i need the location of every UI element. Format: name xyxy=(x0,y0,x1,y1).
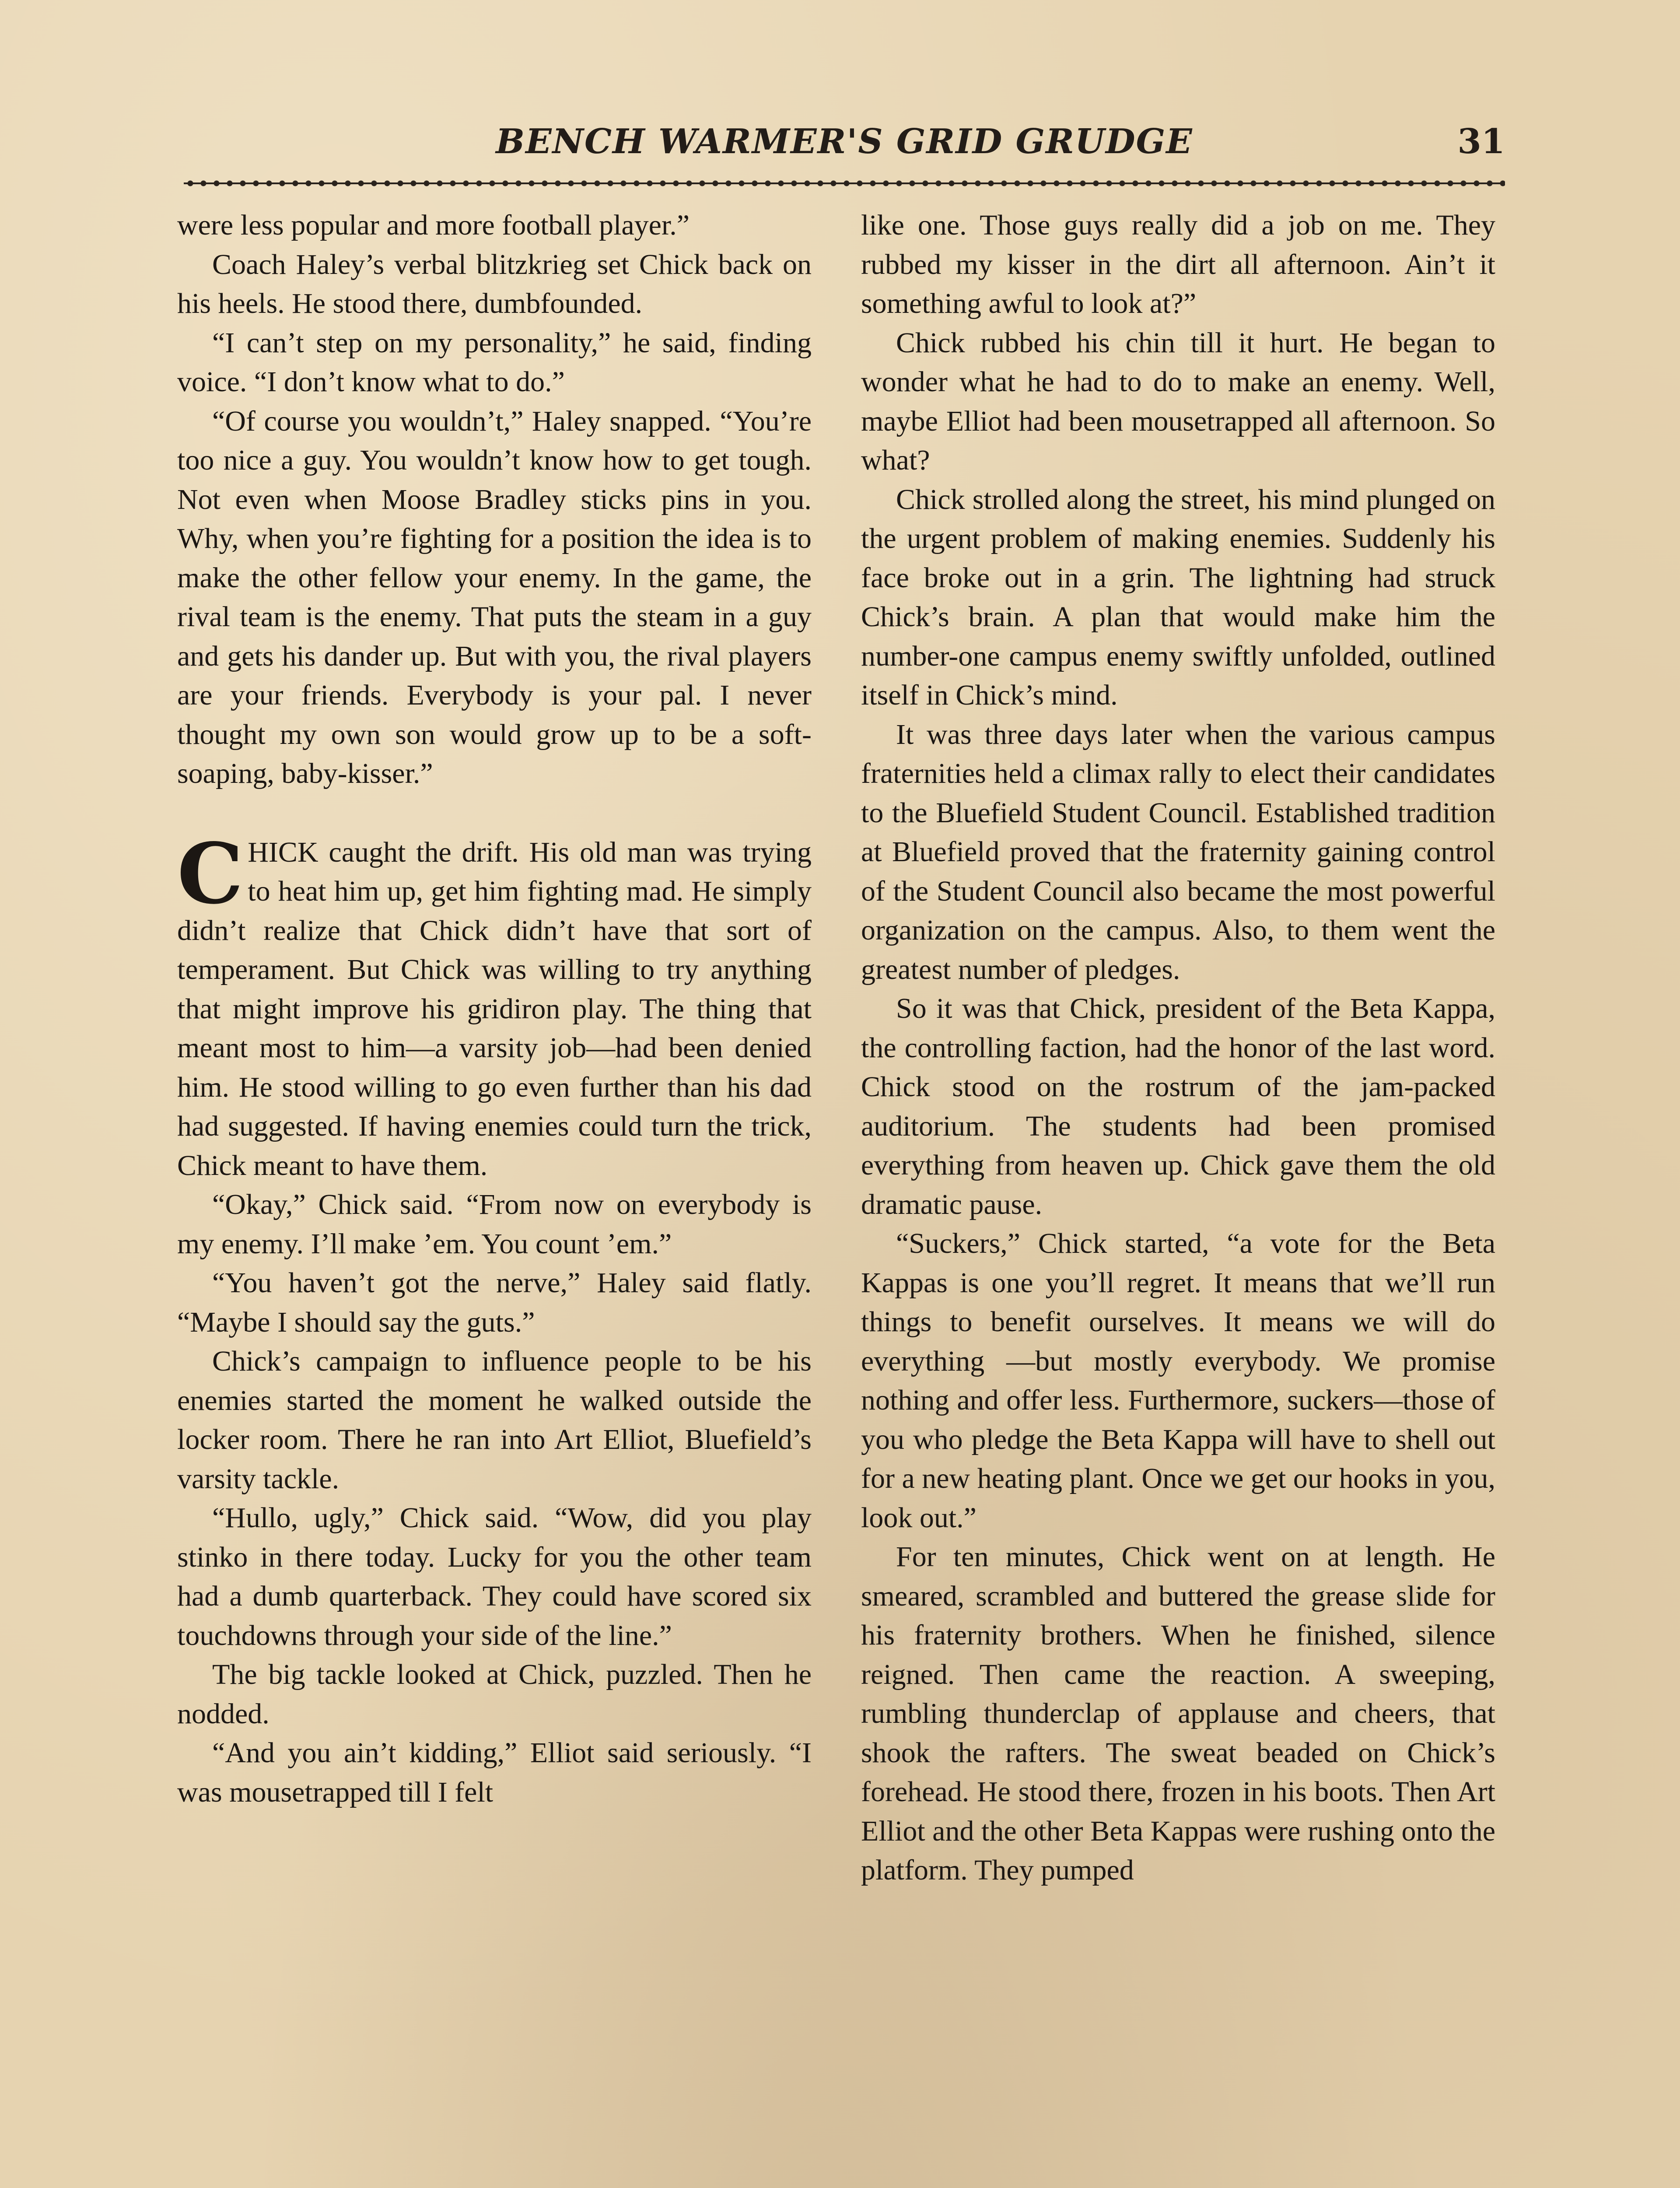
paragraph: Coach Haley’s verbal blitzkrieg set Chick back on his heels. He stood there, dumbfounded. xyxy=(177,248,812,319)
paragraph: The big tackle looked at Chick, puzzled. Then he nodded. xyxy=(177,1659,812,1730)
paragraph: “Okay,” Chick said. “From now on everybody is my enemy. I’ll make ’em. You count ’em.” xyxy=(177,1189,812,1260)
paragraph: “I can’t step on my personality,” he said, finding voice. “I don’t know what to do.” xyxy=(177,326,812,398)
paragraph: Chick strolled along the street, his mind plunged on the urgent problem of making enemies. Suddenly his face broke out in a grin. The lightning had struck Chick’s brain. A plan that would make him the number-one campus enemy swiftly unfolded, outlined itself in Chick’s mind. xyxy=(861,483,1495,711)
paragraph: like one. Those guys really did a job on me. They rubbed my kisser in the dirt all afternoon. Ain’t it something awful to look at?” xyxy=(861,209,1495,319)
header-dotted-rule xyxy=(184,179,1505,187)
running-title: BENCH WARMER'S GRID GRUDGE xyxy=(496,122,1193,161)
paragraph: Chick’s campaign to influence people to be his enemies started the moment he walked outside the locker room. There he ran into Art Elliot, Bluefield’s varsity tackle. xyxy=(177,1345,812,1495)
paragraph: Chick rubbed his chin till it hurt. He began to wonder what he had to do to make an enemy. Well, maybe Elliot had been mousetrapped all afternoon. So what? xyxy=(861,326,1495,476)
right-column xyxy=(861,206,1495,2188)
drop-cap-letter: C xyxy=(177,824,244,922)
drop-cap-paragraph xyxy=(177,824,812,1185)
paragraph: “Hullo, ugly,” Chick said. “Wow, did you play stinko in there today. Lucky for you the other team had a dumb quarterback. They could have scored six touchdowns through your side of the line.” xyxy=(177,1502,812,1652)
running-head xyxy=(184,122,1505,174)
paragraph: So it was that Chick, president of the Beta Kappa, the controlling faction, had the honor of the last word. Chick stood on the rostrum of the jam-packed auditorium. The students had been promised everything from heaven up. Chick gave them the old dramatic pause. xyxy=(861,992,1495,1220)
paragraph: “Of course you wouldn’t,” Haley snapped. “You’re too nice a guy. You wouldn’t know how to get tough. Not even when Moose Bradley sticks pins in you. Why, when you’re fighting for a position the idea is to make the other fellow your enemy. In the game, the rival team is the enemy. That puts the steam in a guy and gets his dander up. But with you, the rival players are your friends. Everybody is your pal. I never thought my own son would grow up to be a soft-soaping, baby-kisser.” xyxy=(177,405,812,789)
paragraph: “You haven’t got the nerve,” Haley said flatly. “Maybe I should say the guts.” xyxy=(177,1267,812,1338)
paragraph: “And you ain’t kidding,” Elliot said seriously. “I was mousetrapped till I felt xyxy=(177,1737,812,1808)
paragraph-text: HICK caught the drift. His old man was trying to heat him up, get him fighting mad. He simply didn’t realize that Chick didn’t have that sort of temperament. But Chick was willing to try anything that might improve his gridiron play. The thing that meant most to him—a varsity job—had been denied him. He stood willing to go even further than his dad had suggested. If having enemies could turn the trick, Chick meant to have them. xyxy=(177,836,812,1182)
left-column xyxy=(177,206,812,2188)
paragraph: were less popular and more football player.” xyxy=(177,209,690,241)
paragraph: It was three days later when the various campus fraternities held a climax rally to elect their candidates to the Bluefield Student Council. Established tradition at Bluefield proved that the fraternity gaining control of the Student Council also became the most powerful organization on the campus. Also, to them went the greatest number of pledges. xyxy=(861,718,1495,985)
paragraph: “Suckers,” Chick started, “a vote for the Beta Kappas is one you’ll regret. It means that we’ll run things to benefit ourselves. It means we will do everything —but mostly everybody. We promise nothing and offer less. Furthermore, suckers—those of you who pledge the Beta Kappa will have to shell out for a new heating plant. Once we get our hooks in you, look out.” xyxy=(861,1227,1495,1534)
paragraph: For ten minutes, Chick went on at length. He smeared, scrambled and buttered the grease slide for his fraternity brothers. When he finished, silence reigned. Then came the reaction. A sweeping, rumbling thunderclap of applause and cheers, that shook the rafters. The sweat beaded on Chick’s forehead. He stood there, frozen in his boots. Then Art Elliot and the other Beta Kappas were rushing onto the platform. They pumped xyxy=(861,1541,1495,1886)
page-number: 31 xyxy=(1457,122,1505,161)
